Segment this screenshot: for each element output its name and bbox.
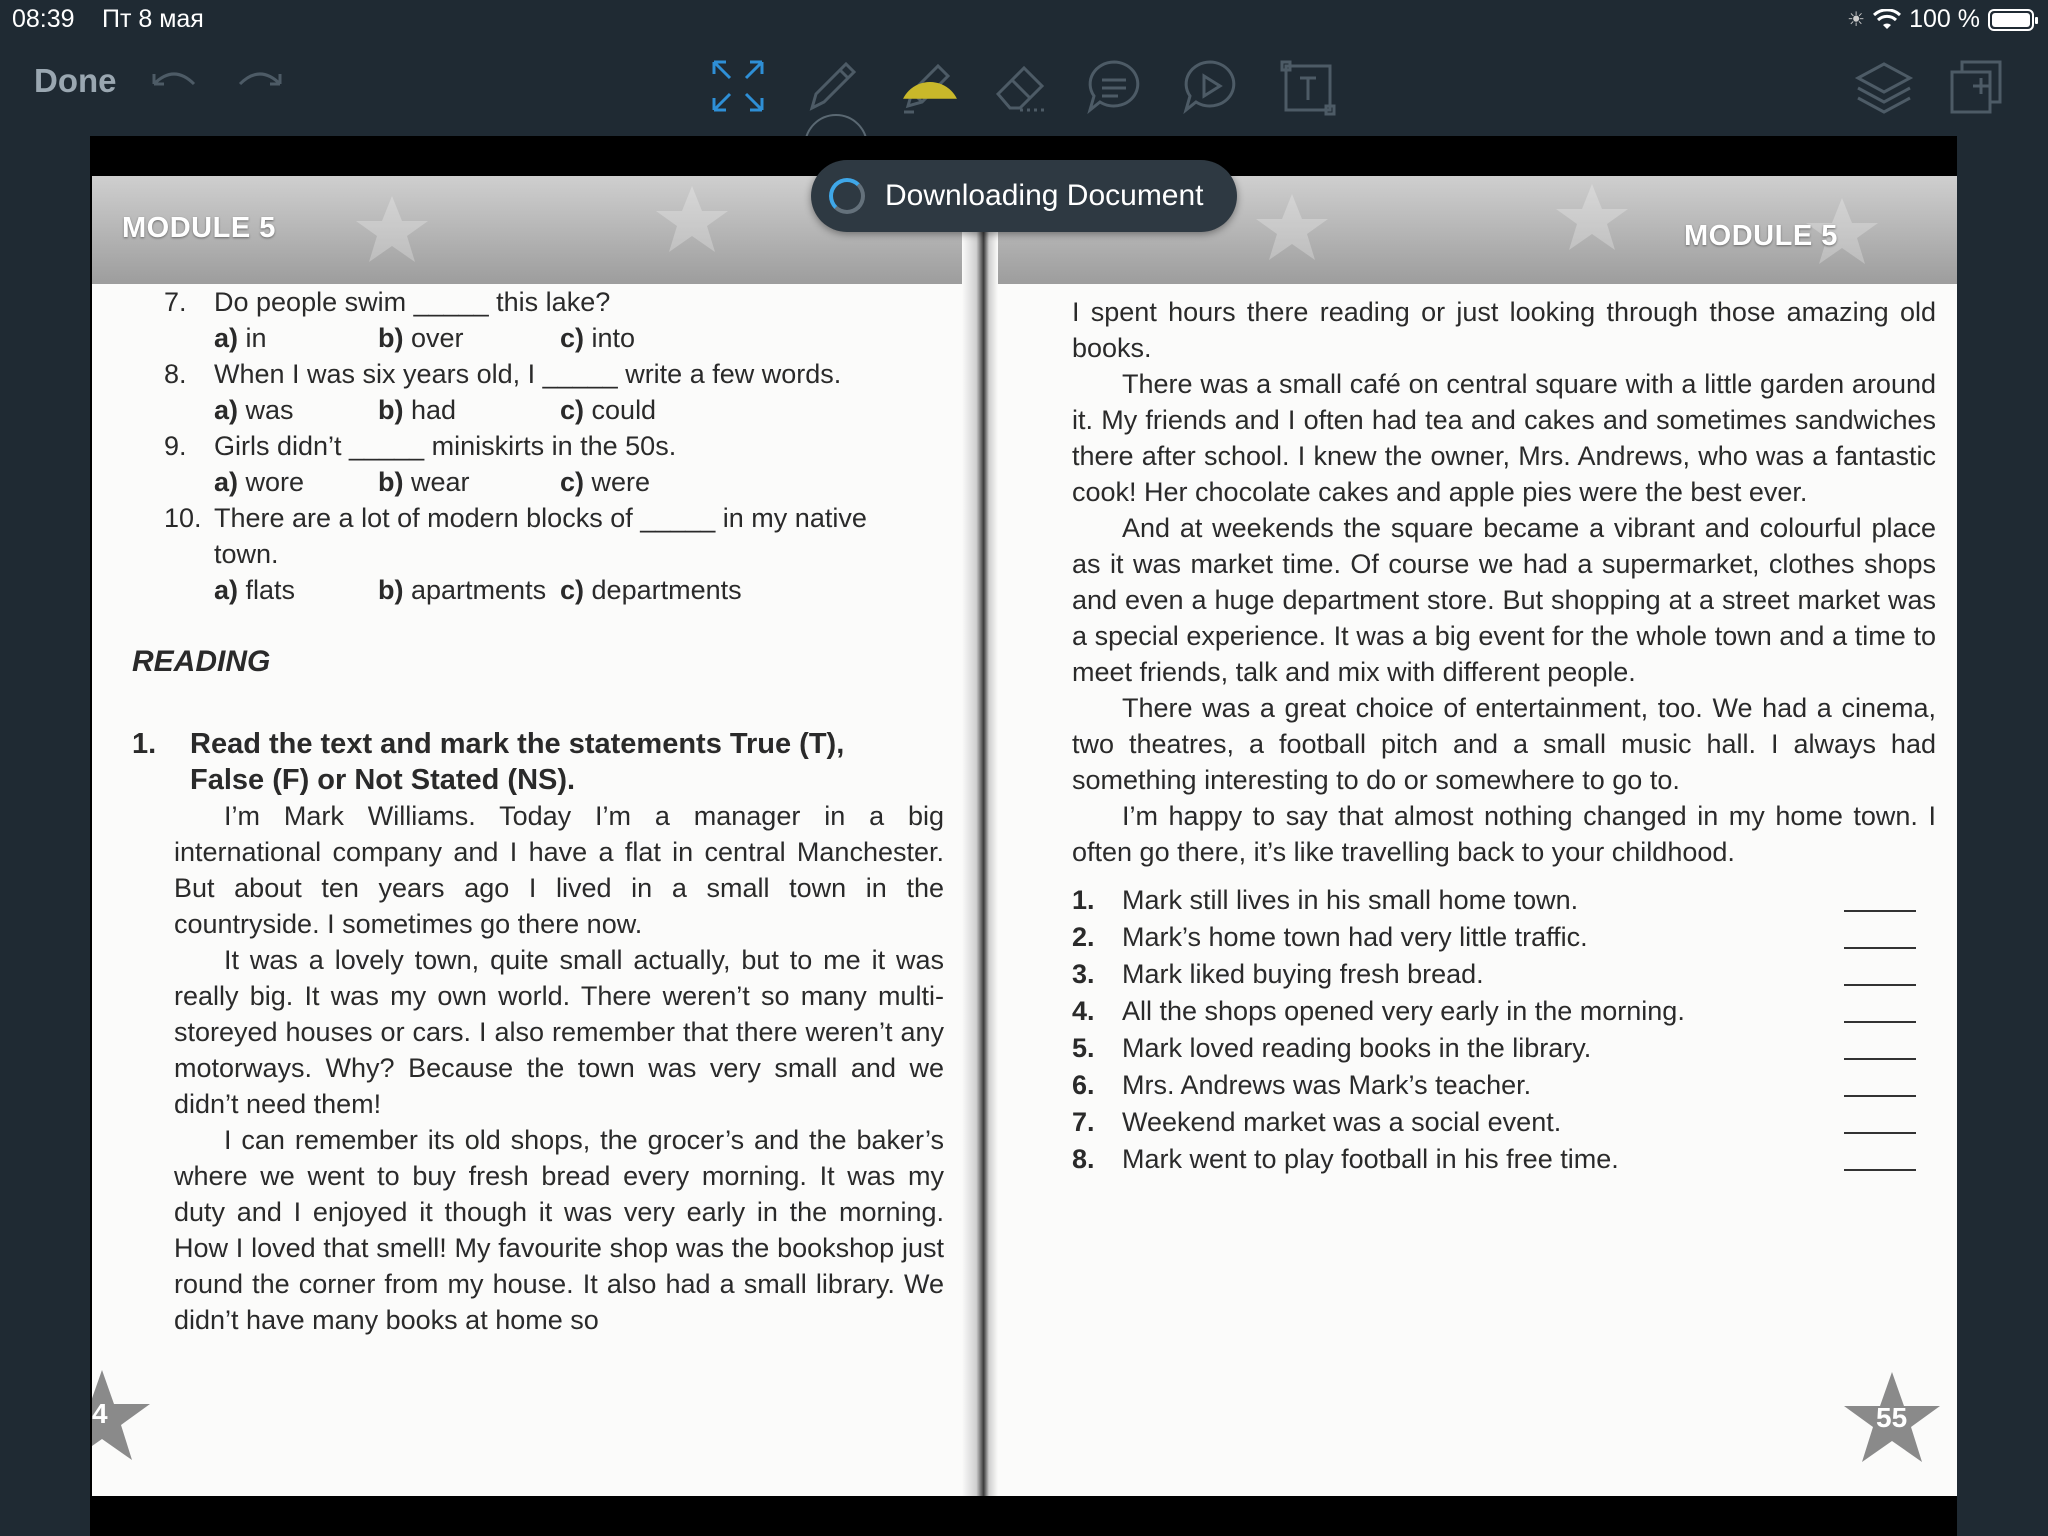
option-c: c) departments xyxy=(560,575,742,605)
statement-number: 6. xyxy=(1072,1070,1095,1100)
question-number: 8. xyxy=(164,359,187,389)
question-text: There are a lot of modern blocks of _____ in my native xyxy=(214,503,867,533)
comment-icon[interactable] xyxy=(1082,54,1146,118)
text-box-icon[interactable] xyxy=(1276,54,1340,118)
question-text: Do people swim _____ this lake? xyxy=(214,287,611,317)
statement-number: 5. xyxy=(1072,1033,1095,1063)
task-line-1: Read the text and mark the statements True (T), xyxy=(190,728,845,760)
statement-text: All the shops opened very early in the morning. xyxy=(1122,996,1685,1026)
pen-icon[interactable] xyxy=(800,54,864,118)
statement xyxy=(1072,882,1936,919)
toast-label: Downloading Document xyxy=(885,179,1204,212)
done-button[interactable]: Done xyxy=(34,62,117,99)
question-number: 10. xyxy=(164,503,202,533)
answer-blank[interactable] xyxy=(1844,1095,1916,1097)
statement-text: Mark’s home town had very little traffic. xyxy=(1122,922,1588,952)
brightness-icon: ☀ xyxy=(1847,9,1866,31)
question-text-continued: town. xyxy=(214,539,279,569)
answer-options xyxy=(164,464,944,500)
option-a: a) was xyxy=(214,395,294,425)
statement-number: 3. xyxy=(1072,959,1095,989)
eraser-icon[interactable] xyxy=(988,54,1052,118)
question-text: When I was six years old, I _____ write a few words. xyxy=(214,359,842,389)
question xyxy=(164,284,944,320)
statement xyxy=(1072,956,1936,993)
right-page-content xyxy=(1072,294,1936,1178)
question-number: 9. xyxy=(164,431,187,461)
answer-options xyxy=(164,572,944,608)
option-b: b) apartments xyxy=(378,575,547,605)
paragraph: I can remember its old shops, the grocer’s and the baker’s where we went to buy fresh bread every morning. It was my duty and I enjoyed it though it was very early in the morning. How I loved that smell! My favourite shop was the bookshop just round the corner from my house. It also had a small library. We didn’t have many books at home so xyxy=(174,1125,944,1335)
option-a: a) in xyxy=(214,323,267,353)
option-b: b) wear xyxy=(378,467,470,497)
status-right xyxy=(1847,5,2034,34)
answer-options xyxy=(164,392,944,428)
paragraph: I spent hours there reading or just looking through those amazing old books. xyxy=(1072,297,1936,363)
statement-text: Mark loved reading books in the library. xyxy=(1122,1033,1592,1063)
undo-icon[interactable] xyxy=(142,54,206,118)
section-title: READING xyxy=(132,645,271,678)
right-module-header: MODULE 5 xyxy=(1684,220,1838,252)
loading-spinner-icon xyxy=(829,178,865,214)
answer-blank[interactable] xyxy=(1844,984,1916,986)
statement-number: 7. xyxy=(1072,1107,1095,1137)
answer-blank[interactable] xyxy=(1844,1058,1916,1060)
paragraph: And at weekends the square became a vibrant and colourful place as it was market time. Of course we had a supermarket, clothes shops and even a huge department store. But shopping at a street market was a special experience. It was a big event for the whole town and a time to meet friends, talk and mix with different people. xyxy=(1072,513,1936,687)
add-page-icon[interactable] xyxy=(1944,54,2008,118)
answer-options xyxy=(164,320,944,356)
option-a: a) wore xyxy=(214,467,305,497)
statement-text: Mrs. Andrews was Mark’s teacher. xyxy=(1122,1070,1532,1100)
statement xyxy=(1072,1104,1936,1141)
left-page-number: 4 xyxy=(92,1398,108,1429)
statement xyxy=(1072,1141,1936,1178)
answer-blank[interactable] xyxy=(1844,947,1916,949)
book-spine xyxy=(962,176,998,1496)
question-number: 7. xyxy=(164,287,187,317)
task-instruction: 1. Read the text and mark the statements True (T), False (F) or Not Stated (NS). xyxy=(132,726,944,798)
status-date: Пт 8 мая xyxy=(102,5,204,33)
question-text: Girls didn’t _____ miniskirts in the 50s. xyxy=(214,431,677,461)
statement xyxy=(1072,993,1936,1030)
battery-icon xyxy=(1988,9,2034,31)
left-module-header: MODULE 5 xyxy=(122,212,276,244)
paragraph: I’m Mark Williams. Today I’m a manager in a big international company and I have a flat in central Manchester. But about ten years ago I lived in a small town in the countryside. I sometimes go there now. xyxy=(174,801,944,939)
option-b: b) had xyxy=(378,395,457,425)
option-a: a) flats xyxy=(214,575,296,605)
toolbar xyxy=(0,40,2048,136)
statement-number: 1. xyxy=(1072,885,1095,915)
left-page-content xyxy=(132,284,944,1338)
download-toast xyxy=(811,160,1237,232)
answer-blank[interactable] xyxy=(1844,910,1916,912)
status-time: 08:39 xyxy=(12,5,75,33)
right-page-number: 55 xyxy=(1876,1402,1908,1433)
statement-number: 2. xyxy=(1072,922,1095,952)
option-b: b) over xyxy=(378,323,464,353)
question xyxy=(164,500,944,536)
redo-icon[interactable] xyxy=(228,54,292,118)
paragraph: I’m happy to say that almost nothing changed in my home town. I often go there, it’s like travelling back to your childhood. xyxy=(1072,801,1936,867)
statement-number: 4. xyxy=(1072,996,1095,1026)
layers-icon[interactable] xyxy=(1852,54,1916,118)
statement-text: Weekend market was a social event. xyxy=(1122,1107,1562,1137)
question xyxy=(164,356,944,392)
task-line-2: False (F) or Not Stated (NS). xyxy=(190,764,576,796)
document-page[interactable] xyxy=(92,176,1957,1496)
paragraph: There was a small café on central square with a little garden around it. My friends and I often had tea and cakes and sometimes sandwiches there after school. I knew the owner, Mrs. Andrews, who was a fantastic cook! Her chocolate cakes and apple pies were the best ever. xyxy=(1072,369,1936,507)
option-c: c) into xyxy=(560,323,636,353)
statement xyxy=(1072,1030,1936,1067)
paragraph: It was a lovely town, quite small actually, but to me it was really big. It was my own world. There weren’t so many multi-storeyed houses or cars. I also remember that there weren’t any motorways. Why? Because the town was very small and we didn’t need them! xyxy=(174,945,944,1119)
statement-text: Mark went to play football in his free time. xyxy=(1122,1144,1619,1174)
option-c: c) were xyxy=(560,467,651,497)
status-bar xyxy=(0,0,2048,40)
statement xyxy=(1072,919,1936,956)
statement-number: 8. xyxy=(1072,1144,1095,1174)
wifi-icon xyxy=(1873,9,1901,31)
answer-blank[interactable] xyxy=(1844,1021,1916,1023)
play-icon[interactable] xyxy=(1178,54,1242,118)
paragraph: There was a great choice of entertainment, too. We had a cinema, two theatres, a football pitch and a small music hall. I always had something interesting to do or somewhere to go to. xyxy=(1072,693,1936,795)
question xyxy=(164,428,944,464)
battery-percent: 100 % xyxy=(1909,5,1980,33)
statement xyxy=(1072,1067,1936,1104)
fullscreen-icon[interactable] xyxy=(706,54,770,118)
statement-text: Mark liked buying fresh bread. xyxy=(1122,959,1484,989)
answer-blank[interactable] xyxy=(1844,1169,1916,1171)
option-c: c) could xyxy=(560,395,657,425)
statement-text: Mark still lives in his small home town. xyxy=(1122,885,1579,915)
answer-blank[interactable] xyxy=(1844,1132,1916,1134)
